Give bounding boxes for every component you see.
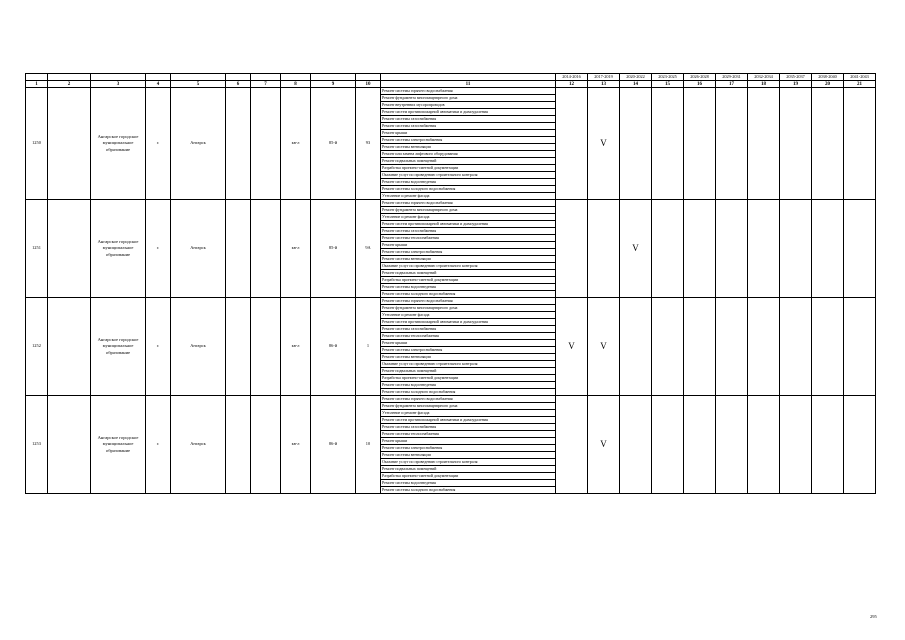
work-item: Ремонт системы теплоснабжения (381, 431, 556, 438)
block-type: кв-л (281, 88, 311, 200)
column-number: 15 (652, 81, 684, 88)
header-blank-cell (281, 74, 311, 81)
column-number: 7 (251, 81, 281, 88)
column-number: 9 (311, 81, 356, 88)
year-cell (812, 200, 844, 298)
header-year: 2038-2040 (812, 74, 844, 81)
block-number: 86-й (311, 298, 356, 396)
row-blank-col6 (226, 200, 251, 298)
municipality: Ангарское городское муниципальное образование (91, 396, 146, 494)
header-year: 2035-2037 (780, 74, 812, 81)
column-number: 11 (381, 81, 556, 88)
work-item: Ремонт системы электроснабжения (381, 347, 556, 354)
row-blank-col6 (226, 88, 251, 200)
column-number: 12 (556, 81, 588, 88)
work-item: Ремонт системы горячего водоснабжения (381, 200, 556, 207)
column-number: 13 (588, 81, 620, 88)
locality-prefix: г. (146, 200, 171, 298)
work-item: Ремонт внутренних мусоропроводов (381, 102, 556, 109)
row-blank-col2 (48, 298, 91, 396)
header-year: 2014-2016 (556, 74, 588, 81)
header-blank-cell (48, 74, 91, 81)
work-item: Ремонт системы вентиляции (381, 144, 556, 151)
work-item: Оказание услуг по проведению строительного контроля (381, 361, 556, 368)
header-blank-cell (171, 74, 226, 81)
year-cell (556, 88, 588, 200)
year-cell (812, 88, 844, 200)
row-blank-col7 (251, 298, 281, 396)
row-blank-col6 (226, 396, 251, 494)
header-year: 2017-2019 (588, 74, 620, 81)
header-blank-cell (311, 74, 356, 81)
house-number: 9А (356, 200, 381, 298)
year-cell (780, 298, 812, 396)
work-item: Ремонт системы газоснабжения (381, 116, 556, 123)
year-cell (780, 396, 812, 494)
block-number: 85-й (311, 200, 356, 298)
city: Ангарск (171, 200, 226, 298)
work-item: Ремонт системы горячего водоснабжения (381, 298, 556, 305)
work-item: Утепление и ремонт фасада (381, 410, 556, 417)
block-type: кв-л (281, 298, 311, 396)
municipality: Ангарское городское муниципальное образование (91, 88, 146, 200)
row-blank-col7 (251, 396, 281, 494)
work-item: Ремонт фундамента многоквартирного дома (381, 305, 556, 312)
work-item: Ремонт крыши (381, 340, 556, 347)
work-item: Ремонт системы водоотведения (381, 480, 556, 487)
year-cell (556, 200, 588, 298)
block-number: 86-й (311, 396, 356, 494)
header-year: 2023-2025 (652, 74, 684, 81)
table-row (26, 200, 876, 207)
year-cell (588, 200, 620, 298)
column-number: 10 (356, 81, 381, 88)
city: Ангарск (171, 396, 226, 494)
work-item: Ремонт системы горячего водоснабжения (381, 88, 556, 95)
row-blank-col2 (48, 88, 91, 200)
work-item: Ремонт системы теплоснабжения (381, 235, 556, 242)
year-cell (716, 396, 748, 494)
work-item: Ремонт системы газоснабжения (381, 123, 556, 130)
work-item: Ремонт подвальных помещений (381, 158, 556, 165)
work-item: Ремонт подвальных помещений (381, 368, 556, 375)
work-item: Ремонт системы газоснабжения (381, 424, 556, 431)
work-item: Ремонт системы горячего водоснабжения (381, 396, 556, 403)
year-cell (684, 396, 716, 494)
work-item: Ремонт фундамента многоквартирного дома (381, 403, 556, 410)
locality-prefix: г. (146, 298, 171, 396)
work-item: Ремонт систем противопожарной автоматики и дымоудаления (381, 109, 556, 116)
row-id: 1250 (26, 88, 48, 200)
year-cell (652, 396, 684, 494)
work-item: Утепление и ремонт фасада (381, 193, 556, 200)
header-years-row (26, 74, 876, 81)
year-cell (748, 396, 780, 494)
work-item: Утепление и ремонт фасада (381, 214, 556, 221)
column-number: 5 (171, 81, 226, 88)
year-cell (716, 298, 748, 396)
row-id: 1252 (26, 298, 48, 396)
block-number: 85-й (311, 88, 356, 200)
work-item: Разработка проектно-сметной документации (381, 375, 556, 382)
work-item: Ремонт систем противопожарной автоматики и дымоудаления (381, 221, 556, 228)
work-item: Ремонт систем противопожарной автоматики и дымоудаления (381, 319, 556, 326)
work-item: Ремонт системы холодного водоснабжения (381, 389, 556, 396)
header-column-numbers-row (26, 81, 876, 88)
column-number: 20 (812, 81, 844, 88)
column-number: 4 (146, 81, 171, 88)
year-cell (684, 298, 716, 396)
year-cell (620, 88, 652, 200)
work-item: Ремонт системы водоотведения (381, 382, 556, 389)
house-number: 1 (356, 298, 381, 396)
work-item: Ремонт крыши (381, 438, 556, 445)
column-number: 21 (844, 81, 876, 88)
work-item: Ремонт системы водоотведения (381, 179, 556, 186)
work-item: Ремонт системы электроснабжения (381, 249, 556, 256)
year-cell (652, 88, 684, 200)
block-type: кв-л (281, 396, 311, 494)
year-cell (556, 396, 588, 494)
header-blank-cell (26, 74, 48, 81)
header-year: 2026-2028 (684, 74, 716, 81)
house-number: 10 (356, 396, 381, 494)
work-item: Ремонт системы холодного водоснабжения (381, 487, 556, 494)
row-id: 1253 (26, 396, 48, 494)
year-cell (652, 200, 684, 298)
check-mark: V (588, 396, 620, 494)
work-item: Оказание услуг по проведению строительного контроля (381, 172, 556, 179)
locality-prefix: г. (146, 88, 171, 200)
header-year: 2041-2043 (844, 74, 876, 81)
row-blank-col2 (48, 396, 91, 494)
year-cell (652, 298, 684, 396)
work-item: Ремонт фундамента многоквартирного дома (381, 207, 556, 214)
header-blank-cell (381, 74, 556, 81)
year-cell (620, 298, 652, 396)
row-blank-col7 (251, 200, 281, 298)
work-item: Ремонт системы водоотведения (381, 284, 556, 291)
year-cell (780, 88, 812, 200)
work-item: Ремонт фундамента многоквартирного дома (381, 95, 556, 102)
work-item: Ремонт крыши (381, 130, 556, 137)
table-row (26, 298, 876, 305)
year-cell (844, 88, 876, 200)
row-blank-col2 (48, 200, 91, 298)
work-item: Оказание услуг по проведению строительного контроля (381, 459, 556, 466)
year-cell (844, 200, 876, 298)
work-item: Ремонт системы холодного водоснабжения (381, 186, 556, 193)
work-item: Ремонт системы газоснабжения (381, 326, 556, 333)
work-item: Разработка проектно-сметной документации (381, 473, 556, 480)
work-item: Ремонт системы теплоснабжения (381, 333, 556, 340)
work-item: Ремонт системы холодного водоснабжения (381, 291, 556, 298)
year-cell (748, 200, 780, 298)
work-item: Ремонт системы электроснабжения (381, 137, 556, 144)
column-number: 2 (48, 81, 91, 88)
work-item: Утепление и ремонт фасада (381, 312, 556, 319)
year-cell (716, 200, 748, 298)
check-mark: V (588, 298, 620, 396)
work-item: Ремонт крыши (381, 242, 556, 249)
page-number: 295 (870, 614, 877, 619)
work-item: Ремонт систем противопожарной автоматики и дымоудаления (381, 417, 556, 424)
row-blank-col7 (251, 88, 281, 200)
column-number: 6 (226, 81, 251, 88)
work-item: Ремонт подвальных помещений (381, 466, 556, 473)
header-year: 2020-2022 (620, 74, 652, 81)
work-item: Ремонт подвальных помещений (381, 270, 556, 277)
year-cell (812, 298, 844, 396)
work-item: Ремонт системы вентиляции (381, 354, 556, 361)
header-blank-cell (91, 74, 146, 81)
column-number: 3 (91, 81, 146, 88)
work-item: Ремонт системы вентиляции (381, 256, 556, 263)
year-cell (684, 88, 716, 200)
work-item: Разработка проектно-сметной документации (381, 165, 556, 172)
municipality: Ангарское городское муниципальное образование (91, 200, 146, 298)
city: Ангарск (171, 88, 226, 200)
year-cell (844, 298, 876, 396)
header-blank-cell (226, 74, 251, 81)
locality-prefix: г. (146, 396, 171, 494)
row-blank-col6 (226, 298, 251, 396)
column-number: 17 (716, 81, 748, 88)
column-number: 14 (620, 81, 652, 88)
column-number: 19 (780, 81, 812, 88)
header-year: 2032-2034 (748, 74, 780, 81)
city: Ангарск (171, 298, 226, 396)
work-item: Оказание услуг по проведению строительного контроля (381, 263, 556, 270)
table-row (26, 88, 876, 95)
work-item: Разработка проектно-сметной документации (381, 277, 556, 284)
header-blank-cell (356, 74, 381, 81)
year-cell (684, 200, 716, 298)
year-cell (812, 396, 844, 494)
year-cell (780, 200, 812, 298)
column-number: 18 (748, 81, 780, 88)
column-number: 16 (684, 81, 716, 88)
work-item: Ремонт системы газоснабжения (381, 228, 556, 235)
header-year: 2029-2031 (716, 74, 748, 81)
header-blank-cell (146, 74, 171, 81)
column-number: 1 (26, 81, 48, 88)
year-cell (620, 396, 652, 494)
block-type: кв-л (281, 200, 311, 298)
work-item: Ремонт или замена лифтового оборудования (381, 151, 556, 158)
capital-repair-table (25, 73, 876, 494)
work-item: Ремонт системы электроснабжения (381, 445, 556, 452)
check-mark: V (588, 88, 620, 200)
year-cell (716, 88, 748, 200)
row-id: 1251 (26, 200, 48, 298)
house-number: 93 (356, 88, 381, 200)
municipality: Ангарское городское муниципальное образование (91, 298, 146, 396)
year-cell (844, 396, 876, 494)
year-cell (748, 298, 780, 396)
table-row (26, 396, 876, 403)
work-item: Ремонт системы вентиляции (381, 452, 556, 459)
column-number: 8 (281, 81, 311, 88)
check-mark: V (556, 298, 588, 396)
check-mark: V (620, 200, 652, 298)
header-blank-cell (251, 74, 281, 81)
year-cell (748, 88, 780, 200)
